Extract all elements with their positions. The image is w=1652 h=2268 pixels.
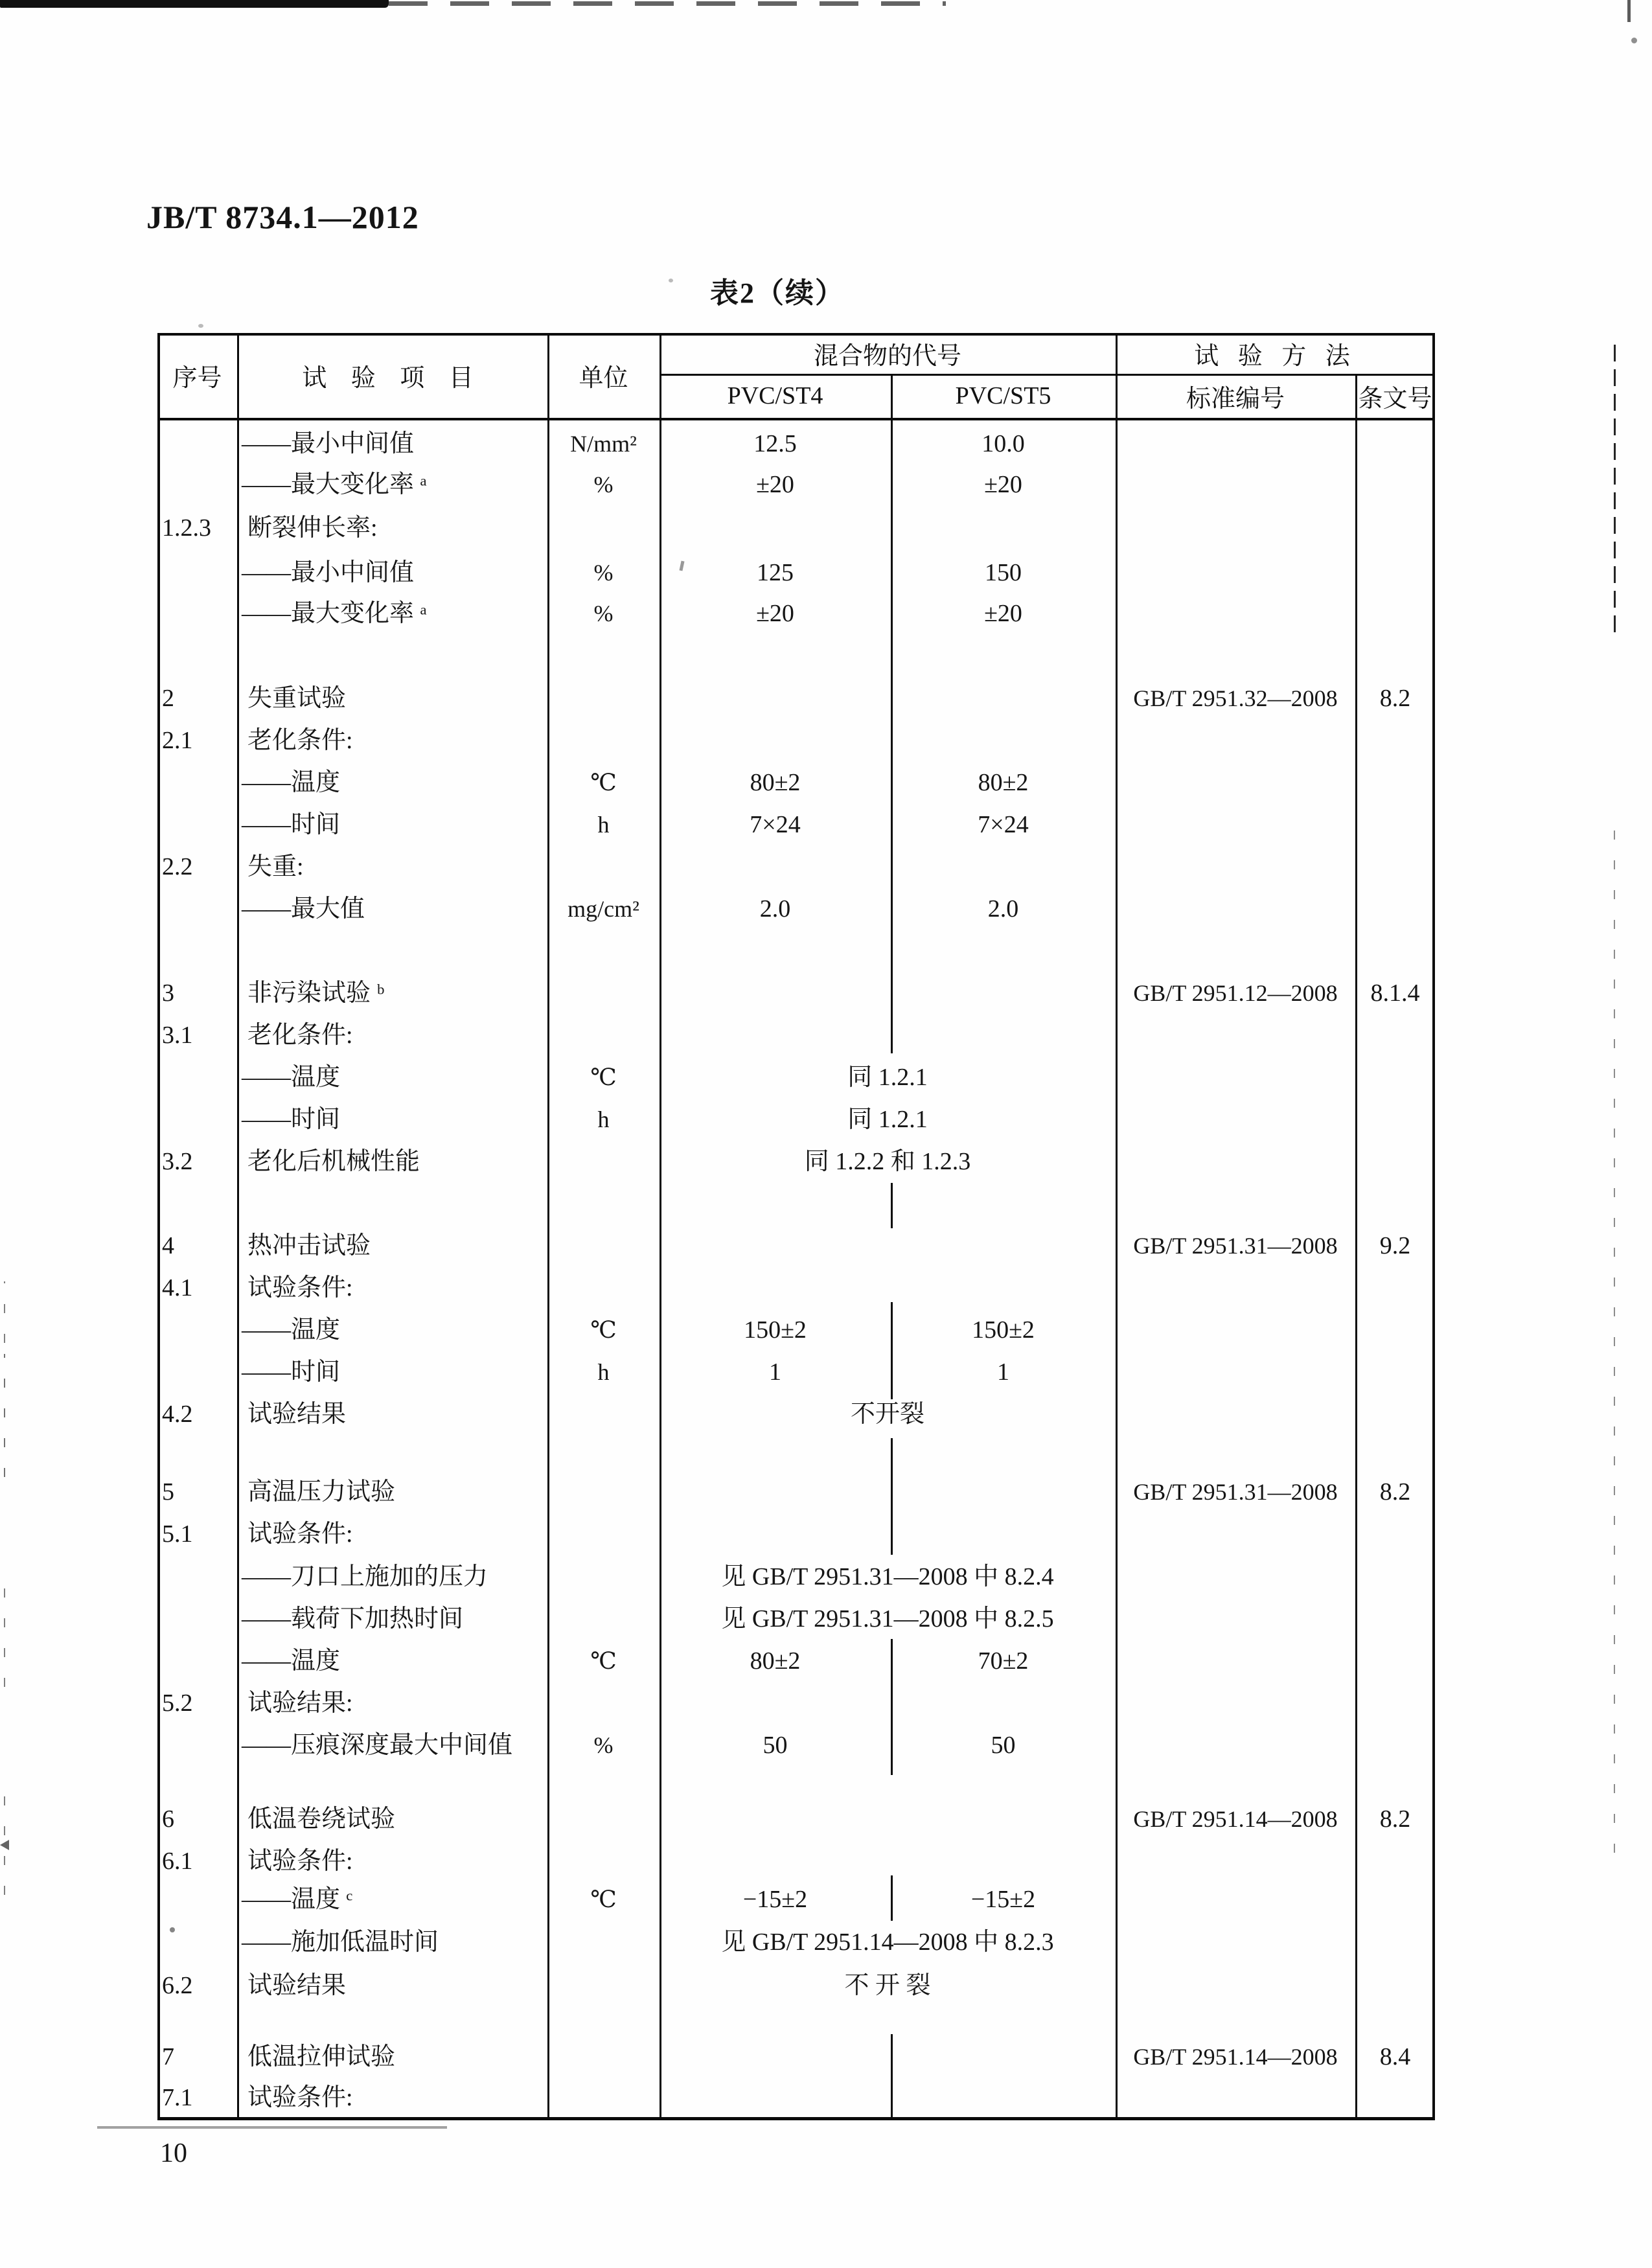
- cell-item: ——载荷下加热时间: [242, 1605, 464, 1632]
- cell-clause: 9.2: [1379, 1232, 1411, 1259]
- scan-artifact-left-dash: [4, 1354, 5, 1477]
- cell-item: 试验结果:: [247, 1690, 353, 1717]
- cell-st5: 7×24: [978, 811, 1029, 838]
- table-row: [157, 1840, 1435, 1882]
- cell-item: ——刀口上施加的压力: [242, 1563, 488, 1590]
- cell-st4: 80±2: [750, 769, 801, 796]
- table-title: 表2（续）: [710, 277, 845, 309]
- cell-st5: 2.0: [987, 895, 1019, 922]
- cell-item: 试验结果: [247, 1401, 347, 1428]
- cell-unit: ℃: [590, 1064, 617, 1090]
- scan-artifact-top-right-speck: [1631, 38, 1637, 43]
- cell-std: GB/T 2951.14—2008: [1133, 2044, 1338, 2070]
- header-unit: 单位: [579, 365, 628, 392]
- cell-no: 3: [162, 979, 174, 1007]
- scan-artifact-bottom-streak: [97, 2126, 447, 2129]
- cell-st4: 50: [763, 1732, 788, 1759]
- cell-st5: 150±2: [972, 1316, 1035, 1344]
- cell-clause: 8.1.4: [1370, 979, 1420, 1007]
- cell-item: 热冲击试验: [247, 1232, 371, 1259]
- cell-unit: N/mm²: [570, 431, 637, 457]
- cell-item: ——温度 ᶜ: [242, 1886, 353, 1913]
- cell-item: 失重:: [247, 853, 304, 880]
- cell-span: 不开裂: [850, 1401, 924, 1428]
- table-row: [157, 1921, 1435, 1963]
- cell-item: ——压痕深度最大中间值: [242, 1732, 513, 1759]
- cell-no: 7.1: [162, 2084, 193, 2111]
- scan-artifact-right-line-faint: [1614, 823, 1615, 1853]
- cell-span: 不 开 裂: [844, 1972, 931, 1999]
- table-row: [157, 1267, 1435, 1309]
- cell-no: 6.2: [162, 1972, 193, 1999]
- cell-item: 断裂伸长率:: [247, 514, 378, 542]
- cell-no: 5: [162, 1478, 174, 1506]
- cell-std: GB/T 2951.14—2008: [1133, 1806, 1338, 1832]
- cell-no: 4.2: [162, 1401, 193, 1428]
- table-row: [157, 678, 1435, 719]
- table-row: [157, 1225, 1435, 1266]
- cell-unit: %: [593, 472, 614, 498]
- table-row: [157, 1351, 1435, 1393]
- table-row: [157, 552, 1435, 593]
- cell-std: GB/T 2951.31—2008: [1133, 1479, 1338, 1505]
- header-clause-number: 条文号: [1358, 385, 1432, 413]
- scan-artifact-left-dash: [4, 1781, 5, 1895]
- table-row: [157, 1471, 1435, 1513]
- scan-artifact-top-right-tick: [1627, 0, 1631, 22]
- cell-std: GB/T 2951.12—2008: [1133, 980, 1338, 1006]
- header-pvc-st4: PVC/ST4: [727, 382, 823, 409]
- cell-st5: 10.0: [981, 430, 1025, 457]
- cell-no: 6.1: [162, 1848, 193, 1875]
- page-number: 10: [160, 2138, 187, 2168]
- table-row: [157, 1099, 1435, 1140]
- test-methods-table: [157, 333, 1435, 2120]
- cell-st5: −15±2: [970, 1886, 1036, 1913]
- cell-no: 6: [162, 1805, 174, 1833]
- cell-span: 见 GB/T 2951.14—2008 中 8.2.3: [721, 1929, 1054, 1956]
- table-row: [157, 1598, 1435, 1640]
- table-row: [157, 762, 1435, 803]
- cell-item: 试验条件:: [247, 1848, 353, 1875]
- table-row: [157, 1798, 1435, 1840]
- cell-item: ——温度: [242, 769, 341, 796]
- cell-item: 低温卷绕试验: [247, 1805, 396, 1833]
- cell-item: ——最大变化率 ᵃ: [242, 600, 427, 627]
- header-item: 试 验 项 目: [302, 365, 483, 392]
- header-no: 序号: [172, 365, 222, 392]
- cell-span: 同 1.2.1: [847, 1106, 928, 1133]
- cell-unit: ℃: [590, 1317, 617, 1343]
- cell-item: 老化条件:: [247, 727, 353, 754]
- scan-artifact-right-line: [1614, 345, 1616, 632]
- cell-item: 非污染试验 ᵇ: [247, 979, 385, 1007]
- table-row: [157, 593, 1435, 634]
- table-row: [157, 1556, 1435, 1598]
- scan-artifact-left-dash: [4, 1281, 5, 1343]
- table-row: [157, 1879, 1435, 1920]
- cell-clause: 8.2: [1379, 1478, 1411, 1506]
- scan-speck: [669, 279, 673, 282]
- table-row: [157, 846, 1435, 888]
- cell-item: ——最大变化率 ᵃ: [242, 471, 427, 498]
- scan-speck: [198, 324, 203, 328]
- cell-unit: ℃: [590, 1886, 617, 1912]
- cell-item: ——时间: [242, 811, 341, 838]
- cell-unit: h: [597, 1106, 610, 1132]
- cell-item: 试验条件:: [247, 2084, 353, 2111]
- cell-unit: %: [593, 1732, 614, 1758]
- cell-st4: 12.5: [753, 430, 797, 457]
- cell-item: ——温度: [242, 1064, 341, 1091]
- cell-item: ——最大值: [242, 895, 365, 922]
- cell-std: GB/T 2951.32—2008: [1133, 685, 1338, 711]
- cell-item: ——最小中间值: [242, 559, 415, 586]
- cell-clause: 8.4: [1379, 2043, 1411, 2070]
- cell-item: 试验条件:: [247, 1520, 353, 1548]
- scan-artifact-left-triangle: [0, 1840, 9, 1850]
- cell-no: 4.1: [162, 1274, 193, 1301]
- cell-unit: h: [597, 1359, 610, 1385]
- cell-span: 同 1.2.1: [847, 1064, 928, 1091]
- cell-st4: 80±2: [750, 1647, 801, 1675]
- cell-std: GB/T 2951.31—2008: [1133, 1233, 1338, 1259]
- scan-artifact-top-band: [0, 0, 389, 8]
- table-row: [157, 1513, 1435, 1555]
- header-pvc-st5: PVC/ST5: [955, 382, 1051, 409]
- cell-st4: −15±2: [742, 1886, 808, 1913]
- table-row: [157, 507, 1435, 549]
- cell-st4: ±20: [756, 471, 794, 498]
- table-row: [157, 1141, 1435, 1182]
- table-row: [157, 1724, 1435, 1766]
- cell-unit: mg/cm²: [568, 896, 639, 922]
- cell-st5: 1: [997, 1358, 1009, 1386]
- cell-item: 高温压力试验: [247, 1478, 396, 1506]
- table-row: [157, 804, 1435, 845]
- cell-unit: ℃: [590, 770, 617, 796]
- cell-span: 同 1.2.2 和 1.2.3: [804, 1148, 971, 1175]
- cell-no: 4: [162, 1232, 174, 1259]
- header-mix-group: 混合物的代号: [813, 343, 961, 370]
- cell-st4: 125: [757, 559, 794, 586]
- table-row: [157, 2077, 1435, 2118]
- header-bottom-line: [157, 418, 1435, 420]
- cell-span: 见 GB/T 2951.31—2008 中 8.2.4: [721, 1563, 1054, 1590]
- cell-item: ——时间: [242, 1358, 341, 1386]
- cell-item: ——施加低温时间: [242, 1929, 439, 1956]
- table-row: [157, 888, 1435, 930]
- cell-st5: 150: [985, 559, 1022, 586]
- cell-unit: ℃: [590, 1648, 617, 1674]
- cell-item: 老化条件:: [247, 1022, 353, 1049]
- cell-st4: 2.0: [759, 895, 791, 922]
- table-row: [157, 423, 1435, 464]
- cell-no: 2: [162, 685, 174, 712]
- cell-st4: 7×24: [750, 811, 801, 838]
- cell-item: ——温度: [242, 1647, 341, 1675]
- cell-item: 失重试验: [247, 685, 347, 712]
- cell-st5: ±20: [984, 600, 1022, 627]
- cell-item: ——最小中间值: [242, 430, 415, 457]
- cell-no: 2.2: [162, 853, 193, 880]
- table-row: [157, 1393, 1435, 1435]
- table-row: [157, 2036, 1435, 2078]
- table-row: [157, 1965, 1435, 2006]
- cell-no: 2.1: [162, 727, 193, 754]
- cell-no: 3.2: [162, 1148, 193, 1175]
- cell-st5: 80±2: [978, 769, 1029, 796]
- cell-st5: 70±2: [978, 1647, 1029, 1675]
- table-row: [157, 720, 1435, 761]
- cell-no: 3.1: [162, 1022, 193, 1049]
- cell-item: 试验结果: [247, 1972, 347, 1999]
- scan-artifact-top-dots: [389, 1, 946, 6]
- cell-no: 1.2.3: [162, 514, 211, 542]
- col-line-st-divider: [891, 1183, 893, 1228]
- table-row: [157, 464, 1435, 505]
- cell-st5: 50: [991, 1732, 1016, 1759]
- cell-no: 5.2: [162, 1690, 193, 1717]
- cell-item: ——温度: [242, 1316, 341, 1344]
- header-method-group: 试 验 方 法: [1194, 343, 1357, 370]
- cell-st4: ±20: [756, 600, 794, 627]
- cell-item: ——时间: [242, 1106, 341, 1133]
- cell-item: 低温拉伸试验: [247, 2043, 396, 2070]
- cell-item: 试验条件:: [247, 1274, 353, 1301]
- cell-no: 7: [162, 2043, 174, 2070]
- document-number: JB/T 8734.1—2012: [146, 199, 419, 235]
- table-row: [157, 1682, 1435, 1724]
- cell-unit: %: [593, 601, 614, 626]
- cell-unit: h: [597, 812, 610, 838]
- table-row: [157, 972, 1435, 1014]
- cell-clause: 8.2: [1379, 685, 1411, 712]
- cell-st5: ±20: [984, 471, 1022, 498]
- cell-clause: 8.2: [1379, 1805, 1411, 1833]
- cell-unit: %: [593, 560, 614, 586]
- cell-st4: 1: [769, 1358, 781, 1386]
- cell-st4: 150±2: [744, 1316, 807, 1344]
- cell-item: 老化后机械性能: [247, 1148, 420, 1175]
- scan-artifact-left-dash: [4, 1577, 5, 1687]
- table-row: [157, 1640, 1435, 1682]
- header-standard-number: 标准编号: [1186, 385, 1285, 413]
- table-row: [157, 1309, 1435, 1351]
- cell-no: 5.1: [162, 1520, 193, 1548]
- cell-span: 见 GB/T 2951.31—2008 中 8.2.5: [721, 1605, 1054, 1632]
- table-row: [157, 1014, 1435, 1056]
- table-row: [157, 1057, 1435, 1098]
